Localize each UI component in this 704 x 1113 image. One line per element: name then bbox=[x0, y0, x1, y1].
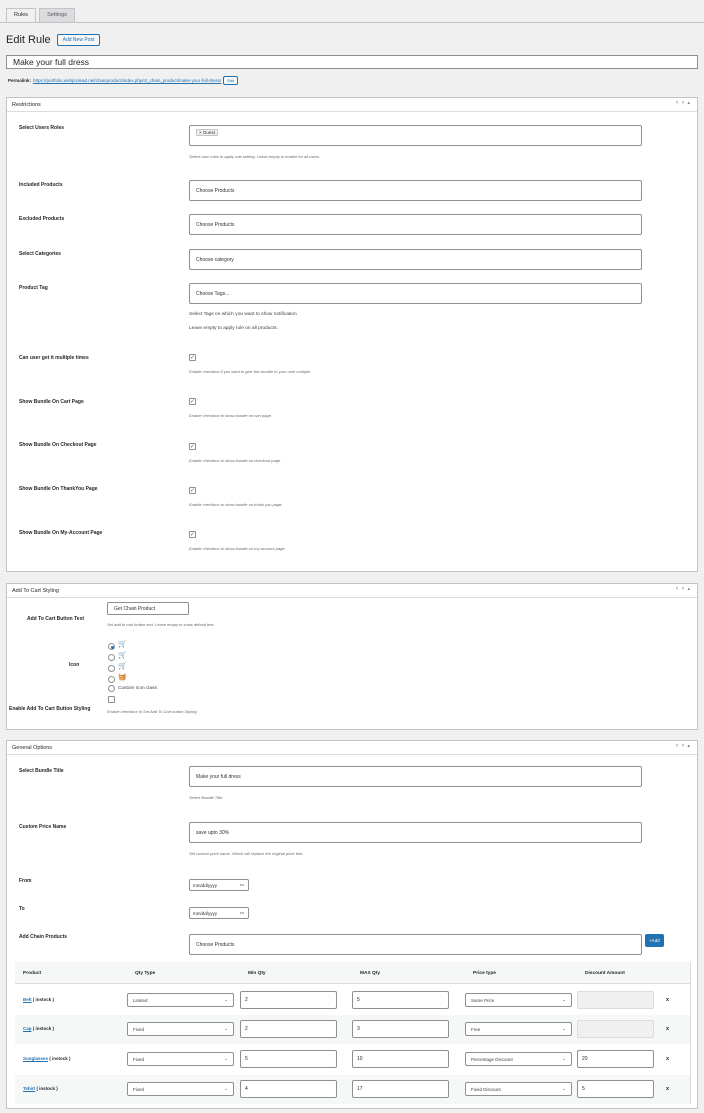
button-text-input[interactable]: Get Chain Product bbox=[107, 602, 189, 615]
qty-type-value: Fixed bbox=[133, 1026, 145, 1032]
thankyou-page-checkbox[interactable]: ✓ bbox=[189, 487, 196, 494]
add-new-post-button[interactable]: Add New Post bbox=[57, 34, 101, 46]
min-qty-input[interactable]: 5 bbox=[240, 1050, 337, 1068]
enable-styling-desc: Enable checkbox to Set Add To Cart button Styling. bbox=[107, 709, 198, 714]
qty-type-select[interactable] bbox=[127, 1082, 234, 1096]
product-link[interactable]: Tshirt bbox=[23, 1086, 36, 1091]
custom-icon-label: Custom icon class bbox=[118, 686, 157, 691]
included-products-label: Included Products bbox=[19, 182, 63, 188]
categories-select[interactable]: Choose category bbox=[189, 249, 642, 270]
qty-type-select[interactable] bbox=[127, 1022, 234, 1036]
th-max-qty: MAX Qty bbox=[360, 971, 380, 976]
max-qty-input[interactable]: 17 bbox=[352, 1080, 449, 1098]
chevron-down-icon: ⌄ bbox=[562, 997, 566, 1002]
multiple-checkbox[interactable]: ✓ bbox=[189, 354, 196, 361]
user-roles-select[interactable] bbox=[189, 125, 642, 146]
icon-radio-4[interactable] bbox=[108, 676, 115, 683]
styling-box bbox=[6, 583, 698, 730]
discount-input bbox=[577, 991, 654, 1009]
delete-row-button[interactable]: x bbox=[666, 1086, 670, 1092]
general-box bbox=[6, 740, 698, 1109]
tab-rules[interactable]: Rules bbox=[6, 8, 36, 23]
icon-radio-3[interactable] bbox=[108, 665, 115, 672]
max-qty-input[interactable]: 10 bbox=[352, 1050, 449, 1068]
bundle-title-input[interactable]: Make your full dress bbox=[189, 766, 642, 787]
user-roles-desc: Select user roles to apply rule setting. Leave empty to enable for all users. bbox=[189, 154, 321, 159]
tab-settings[interactable]: Settings bbox=[39, 8, 75, 23]
excluded-products-select[interactable]: Choose Products bbox=[189, 214, 642, 235]
price-type-select[interactable] bbox=[465, 1022, 572, 1036]
chevron-down-icon: ⌄ bbox=[224, 1056, 228, 1061]
th-product: Product bbox=[23, 971, 42, 976]
product-cell bbox=[23, 1086, 58, 1091]
calendar-icon[interactable]: ▭ bbox=[239, 882, 244, 887]
table-row bbox=[15, 986, 691, 1015]
account-page-checkbox[interactable]: ✓ bbox=[189, 531, 196, 538]
qty-type-value: Fixed bbox=[133, 1056, 145, 1062]
cart-small-icon: 🛒 bbox=[118, 663, 127, 670]
icon-radio-2[interactable] bbox=[108, 654, 115, 661]
permalink-edit-button[interactable]: Edit bbox=[223, 76, 238, 85]
chevron-down-icon: ⌄ bbox=[224, 1086, 228, 1091]
restrictions-box bbox=[6, 97, 698, 572]
price-name-desc: Set custom price name. Which will replace the original price text. bbox=[189, 851, 304, 856]
price-name-input[interactable]: save upto 30% bbox=[189, 822, 642, 843]
add-chain-button[interactable]: +Add bbox=[645, 934, 664, 947]
button-text-label: Add To Cart Button Text bbox=[27, 616, 85, 622]
page-title: Edit Rule bbox=[6, 34, 51, 46]
price-type-value: Fixed Discount bbox=[471, 1086, 501, 1092]
table-header bbox=[15, 962, 691, 984]
price-type-value: Percentage Discount bbox=[471, 1056, 513, 1062]
discount-input[interactable]: 20 bbox=[577, 1050, 654, 1068]
chevron-down-icon: ⌄ bbox=[562, 1086, 566, 1091]
qty-type-value: Fixed bbox=[133, 1086, 145, 1092]
product-link[interactable]: Belt bbox=[23, 997, 32, 1002]
delete-row-button[interactable]: x bbox=[666, 1056, 670, 1062]
general-header[interactable] bbox=[7, 741, 697, 755]
cart-page-checkbox[interactable]: ✓ bbox=[189, 398, 196, 405]
calendar-icon[interactable]: ▭ bbox=[239, 910, 244, 915]
permalink bbox=[8, 76, 238, 85]
from-date-value: mm/dd/yyyy bbox=[193, 882, 218, 888]
cart-page-label: Show Bundle On Cart Page bbox=[19, 399, 84, 405]
included-products-select[interactable]: Choose Products bbox=[189, 180, 642, 201]
checkout-page-desc: Enable checkbox to show bundle on checkout page. bbox=[189, 458, 282, 463]
th-min-qty: Min Qty bbox=[248, 971, 266, 976]
qty-type-select[interactable] bbox=[127, 993, 234, 1007]
restrictions-title: Restrictions bbox=[12, 101, 41, 108]
icon-radio-1[interactable] bbox=[108, 643, 115, 650]
cart-alt-icon: 🛒 bbox=[118, 652, 127, 659]
from-date-input[interactable] bbox=[189, 879, 249, 891]
table-divider bbox=[690, 962, 691, 1104]
icon-radio-custom[interactable] bbox=[108, 685, 115, 692]
enable-styling-label: Enable Add To Cart Button Styling bbox=[9, 706, 91, 712]
discount-input[interactable]: 5 bbox=[577, 1080, 654, 1098]
thankyou-page-desc: Enable checkbox to show bundle on thank you page. bbox=[189, 502, 283, 507]
icon-label: Icon bbox=[69, 662, 80, 668]
multiple-desc: Enable checkbox if you want to give this bundle to your user multiple. bbox=[189, 369, 312, 374]
product-cell bbox=[23, 1026, 54, 1031]
price-type-value: Free bbox=[471, 1026, 481, 1032]
post-title-input[interactable]: Make your full dress bbox=[6, 55, 698, 69]
user-roles-label: Select Users Roles bbox=[19, 125, 65, 131]
stock-status: ( instock ) bbox=[36, 1086, 58, 1091]
permalink-link[interactable]: https://portfolio.webprolead.net/chainproduct/index.php/ct_chain_product/make-your-full-dress/ bbox=[33, 78, 222, 83]
account-page-desc: Enable checkbox to show bundle on my account page. bbox=[189, 546, 286, 551]
checkout-page-checkbox[interactable]: ✓ bbox=[189, 443, 196, 450]
basket-icon: 🧺 bbox=[118, 674, 127, 681]
chevron-down-icon: ⌄ bbox=[562, 1026, 566, 1031]
th-discount-amount: Discount Amount bbox=[585, 971, 625, 976]
delete-row-button[interactable]: x bbox=[666, 997, 670, 1003]
cart-icon: 🛒 bbox=[118, 641, 127, 648]
permalink-label: Permalink: bbox=[8, 78, 32, 83]
to-date-value: mm/dd/yyyy bbox=[193, 910, 218, 916]
product-tag-select[interactable]: Choose Tags... bbox=[189, 283, 642, 304]
thankyou-page-label: Show Bundle On ThankYou Page bbox=[19, 486, 98, 492]
price-name-label: Custom Price Name bbox=[19, 824, 67, 830]
chevron-down-icon: ⌄ bbox=[224, 1026, 228, 1031]
qty-type-value: Limited bbox=[133, 997, 148, 1003]
chevron-down-icon: ⌄ bbox=[224, 997, 228, 1002]
tab-divider bbox=[0, 22, 704, 23]
button-text-desc: Set add to cart button text. Leave empty to show default text. bbox=[107, 622, 215, 627]
discount-input bbox=[577, 1020, 654, 1038]
product-link[interactable]: Cap bbox=[23, 1026, 32, 1031]
max-qty-input[interactable]: 3 bbox=[352, 1020, 449, 1038]
categories-label: Select Categories bbox=[19, 251, 61, 257]
box-controls-icon[interactable]: ˄˅▴ bbox=[675, 743, 693, 749]
multiple-label: Can user get it multiple times bbox=[19, 355, 89, 361]
general-title: General Options bbox=[12, 744, 53, 751]
table-row bbox=[15, 1045, 691, 1074]
styling-header[interactable] bbox=[7, 584, 697, 598]
to-label: To bbox=[19, 906, 25, 912]
chain-products-label: Add Chain Products bbox=[19, 934, 68, 940]
price-type-select[interactable] bbox=[465, 1052, 572, 1066]
checkout-page-label: Show Bundle On Checkout Page bbox=[19, 442, 97, 448]
bundle-title-desc: Select Bundle Title bbox=[189, 795, 223, 800]
th-qty-type: Qty Type bbox=[135, 971, 156, 976]
stock-status: ( instock ) bbox=[49, 1056, 71, 1061]
styling-title: Add To Cart Styling bbox=[12, 587, 59, 594]
cart-page-desc: Enable checkbox to show bundle on cart page. bbox=[189, 413, 272, 418]
product-cell bbox=[23, 1056, 71, 1061]
stock-status: ( instock ) bbox=[32, 997, 55, 1002]
price-type-select[interactable] bbox=[465, 993, 572, 1007]
excluded-products-label: Excluded Products bbox=[19, 216, 65, 222]
price-type-select[interactable] bbox=[465, 1082, 572, 1096]
title-row bbox=[6, 34, 100, 46]
product-link[interactable]: Sunglasses bbox=[23, 1056, 49, 1061]
stock-status: ( instock ) bbox=[32, 1026, 55, 1031]
product-tag-desc-1: Select Tags on which you want to show notification bbox=[189, 312, 297, 317]
account-page-label: Show Bundle On My-Account Page bbox=[19, 530, 103, 536]
chain-products-select[interactable]: Choose Products bbox=[189, 934, 642, 955]
table-row bbox=[15, 1075, 691, 1104]
chevron-down-icon: ⌄ bbox=[562, 1056, 566, 1061]
to-date-input[interactable] bbox=[189, 907, 249, 919]
delete-row-button[interactable]: x bbox=[666, 1026, 670, 1032]
bundle-title-label: Select Bundle Title bbox=[19, 768, 64, 774]
price-type-value: Same Price bbox=[471, 997, 495, 1003]
table-row bbox=[15, 1015, 691, 1044]
guest-tag[interactable]: × Guest bbox=[196, 129, 218, 136]
max-qty-input[interactable]: 5 bbox=[352, 991, 449, 1009]
restrictions-header[interactable] bbox=[7, 98, 697, 112]
product-tag-label: Product Tag bbox=[19, 285, 48, 291]
min-qty-input[interactable]: 4 bbox=[240, 1080, 337, 1098]
enable-styling-checkbox[interactable] bbox=[108, 696, 115, 703]
product-tag-desc-2: Leave empty to apply rule on all products. bbox=[189, 326, 278, 331]
min-qty-input[interactable]: 2 bbox=[240, 1020, 337, 1038]
from-label: From bbox=[19, 878, 32, 884]
qty-type-select[interactable] bbox=[127, 1052, 234, 1066]
th-price-type: Price type bbox=[473, 971, 496, 976]
min-qty-input[interactable]: 2 bbox=[240, 991, 337, 1009]
product-cell bbox=[23, 997, 54, 1002]
tab-bar bbox=[6, 8, 75, 23]
box-controls-icon[interactable]: ˄˅▴ bbox=[675, 586, 693, 592]
box-controls-icon[interactable]: ˄˅▴ bbox=[675, 100, 693, 106]
